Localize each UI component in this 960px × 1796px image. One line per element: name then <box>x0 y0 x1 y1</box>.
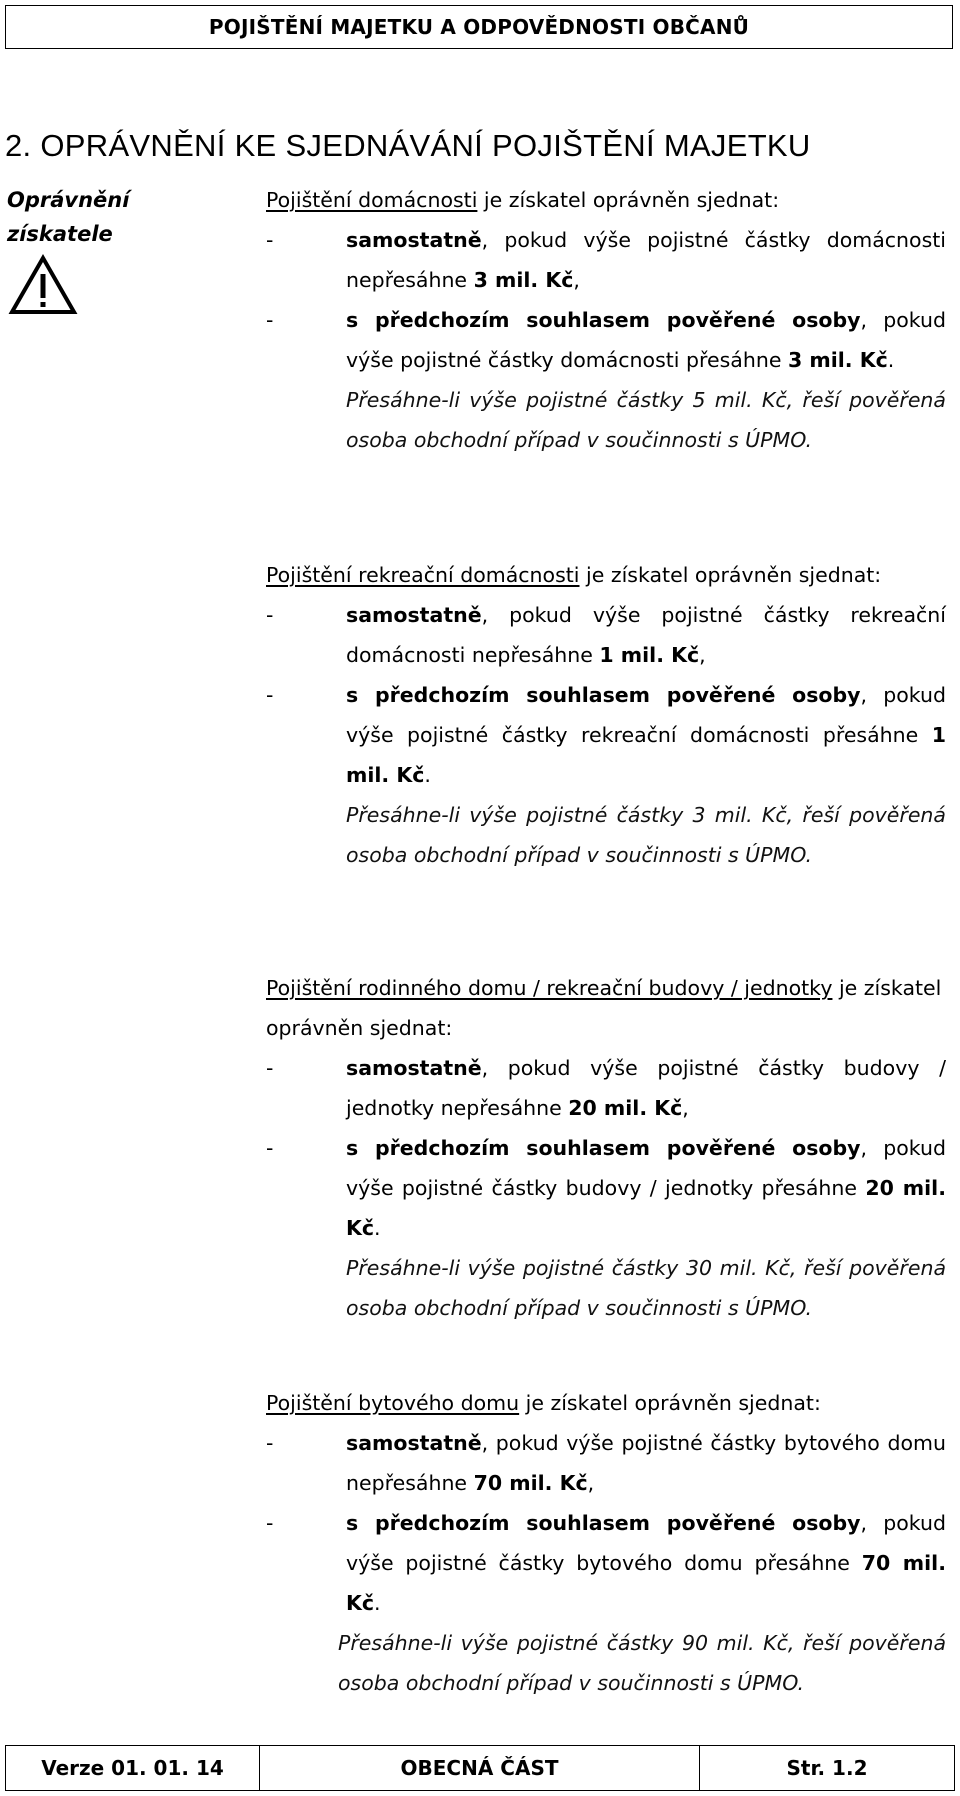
item-amount: 20 mil. Kč <box>346 1176 946 1240</box>
block-intro <box>266 1383 946 1423</box>
product-name: Pojištění bytového domu <box>266 1391 520 1415</box>
bullet-dash: - <box>266 683 274 707</box>
item-text: , pokud výše pojistné částky budovy / jednotky přesáhne <box>346 1136 946 1200</box>
block-apartment-building <box>266 1383 946 1703</box>
item-end: . <box>374 1216 381 1240</box>
bullet-dash: - <box>266 1431 274 1455</box>
page-header <box>5 5 953 49</box>
product-name: Pojištění domácnosti <box>266 188 478 212</box>
list-item <box>266 1128 946 1248</box>
block-household <box>266 180 946 460</box>
item-text: , pokud výše pojistné částky budovy / jednotky nepřesáhne <box>346 1056 946 1120</box>
list-item <box>266 1048 946 1128</box>
item-text: , pokud výše pojistné částky rekreační domácnosti přesáhne <box>346 683 946 747</box>
intro-text: je získatel oprávněn sjednat: <box>477 188 780 212</box>
block-intro <box>266 555 946 595</box>
item-bold: s předchozím souhlasem pověřené osoby <box>346 308 861 332</box>
bullet-dash: - <box>266 1056 274 1080</box>
intro-text: je získatel oprávněn sjednat: <box>266 976 942 1040</box>
block-intro <box>266 968 946 1048</box>
item-bold: samostatně <box>346 228 482 252</box>
bullet-dash: - <box>266 1511 274 1535</box>
header-title: POJIŠTĚNÍ MAJETKU A ODPOVĚDNOSTI OBČANŮ <box>208 15 750 39</box>
list-item <box>266 675 946 795</box>
side-label-line1: Oprávnění <box>7 188 130 212</box>
item-text: , pokud výše pojistné částky rekreační domácnosti nepřesáhne <box>346 603 946 667</box>
item-bold: samostatně <box>346 1056 482 1080</box>
block-family-house <box>266 968 946 1328</box>
side-label-line2: získatele <box>7 222 113 246</box>
item-end: . <box>887 348 895 372</box>
item-text: , pokud výše pojistné částky domácnosti nepřesáhne <box>346 228 946 292</box>
item-bold: s předchozím souhlasem pověřené osoby <box>346 1511 861 1535</box>
escalation-note: Přesáhne-li výše pojistné částky 90 mil. Kč, řeší pověřená osoba obchodní případ v součinnosti s ÚPMO. <box>338 1631 946 1695</box>
page-footer <box>5 1745 955 1791</box>
item-amount: 3 mil. Kč <box>473 268 574 292</box>
item-text: , pokud výše pojistné částky bytového domu nepřesáhne <box>346 1431 946 1495</box>
warning-triangle-icon <box>8 254 78 316</box>
item-bold: s předchozím souhlasem pověřené osoby <box>346 683 861 707</box>
item-bold: samostatně <box>346 603 482 627</box>
item-amount: 3 mil. Kč <box>787 348 888 372</box>
list-item <box>266 595 946 675</box>
item-text: , pokud výše pojistné částky bytového domu přesáhne <box>346 1511 946 1575</box>
bullet-dash: - <box>266 308 274 332</box>
item-end: , <box>573 268 580 292</box>
list-item <box>266 1423 946 1503</box>
item-bold: s předchozím souhlasem pověřené osoby <box>346 1136 861 1160</box>
footer-version: Verze 01. 01. 14 <box>6 1746 260 1790</box>
item-end: . <box>424 763 431 787</box>
intro-text: je získatel oprávněn sjednat: <box>579 563 882 587</box>
item-amount: 1 mil. Kč <box>346 723 946 787</box>
block-recreational-household <box>266 555 946 875</box>
bullet-dash: - <box>266 228 274 252</box>
footer-page-number: Str. 1.2 <box>786 1756 868 1780</box>
bullet-dash: - <box>266 1136 274 1160</box>
side-label <box>7 183 167 251</box>
escalation-note: Přesáhne-li výše pojistné částky 5 mil. Kč, řeší pověřená osoba obchodní případ v součinnosti s ÚPMO. <box>346 388 946 452</box>
item-end: , <box>682 1096 689 1120</box>
item-end: . <box>374 1591 381 1615</box>
section-title: 2. OPRÁVNĚNÍ KE SJEDNÁVÁNÍ POJIŠTĚNÍ MAJETKU <box>5 128 811 163</box>
intro-text: je získatel oprávněn sjednat: <box>519 1391 821 1415</box>
product-name: Pojištění rodinného domu / rekreační budovy / jednotky <box>266 976 833 1000</box>
product-name: Pojištění rekreační domácnosti <box>266 563 580 587</box>
bullet-dash: - <box>266 603 274 627</box>
block-intro <box>266 180 946 220</box>
list-item <box>266 1503 946 1623</box>
item-bold: samostatně <box>346 1431 482 1455</box>
item-amount: 1 mil. Kč <box>599 643 700 667</box>
item-amount: 20 mil. Kč <box>568 1096 683 1120</box>
list-item <box>266 300 946 380</box>
escalation-note: Přesáhne-li výše pojistné částky 3 mil. Kč, řeší pověřená osoba obchodní případ v součinnosti s ÚPMO. <box>346 803 946 867</box>
footer-part: OBECNÁ ČÁST <box>260 1746 700 1790</box>
item-amount: 70 mil. Kč <box>346 1551 946 1615</box>
item-amount: 70 mil. Kč <box>473 1471 588 1495</box>
list-item <box>266 220 946 300</box>
escalation-note: Přesáhne-li výše pojistné částky 30 mil. Kč, řeší pověřená osoba obchodní případ v součinnosti s ÚPMO. <box>346 1256 946 1320</box>
item-end: , <box>587 1471 595 1495</box>
item-text: , pokud výše pojistné částky domácnosti přesáhne <box>346 308 946 372</box>
item-end: , <box>699 643 706 667</box>
